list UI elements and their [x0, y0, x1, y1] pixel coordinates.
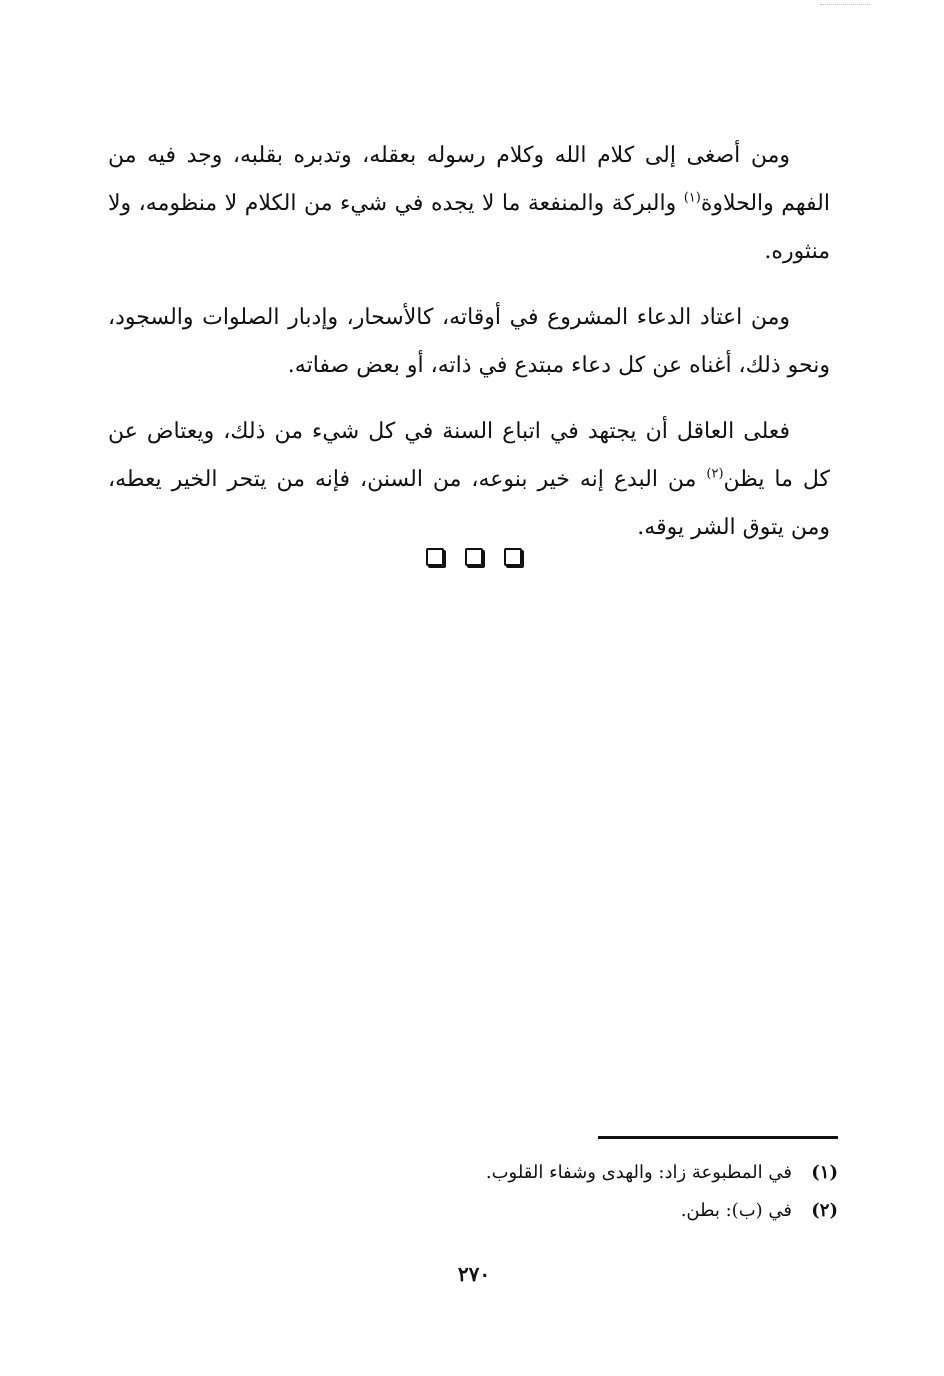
footnote-marker: (٢): [706, 466, 724, 482]
scan-mark: [820, 4, 870, 5]
footnote-number: (٢): [811, 1200, 838, 1221]
footnote-text: في (ب): بطن.: [680, 1200, 792, 1221]
footnote-divider: [598, 1136, 838, 1139]
footnote-marker: (١): [683, 190, 701, 206]
paragraph-text: والبركة والمنفعة ما لا يجده في شيء من الكلام لا منظومه، ولا منثوره.: [108, 191, 830, 264]
main-text: [108, 132, 830, 570]
paragraph-text: ومن أصغى إلى كلام الله وكلام رسوله بعقله، وتدبره بقلبه، وجد فيه من الفهم والحلاوة: [108, 143, 830, 216]
paragraph: [108, 132, 830, 276]
box-ornament-icon: [426, 548, 444, 566]
footnotes: [300, 1154, 838, 1230]
footnote-text: في المطبوعة زاد: والهدى وشفاء القلوب.: [485, 1162, 792, 1183]
footnote-number: (١): [811, 1162, 838, 1183]
paragraph-text: ومن اعتاد الدعاء المشروع في أوقاته، كالأسحار، وإدبار الصلوات والسجود، ونحو ذلك، أغناه عن كل دعاء مبتدع في ذاته، أو بعض صفاته.: [108, 305, 830, 378]
footnote: [300, 1154, 838, 1192]
paragraph-text: من البدع إنه خير بنوعه، من السنن، فإنه من يتحر الخير يعطه، ومن يتوق الشر يوقه.: [108, 467, 830, 540]
page-number: ٢٧٠: [457, 1262, 491, 1286]
paragraph: [108, 294, 830, 390]
footnote: [300, 1192, 838, 1230]
box-ornament-icon: [504, 548, 522, 566]
paragraph-text: فعلى العاقل أن يجتهد في اتباع السنة في كل شيء من ذلك، ويعتاض عن كل ما يظن: [108, 419, 830, 492]
paragraph: [108, 408, 830, 552]
box-ornament-icon: [465, 548, 483, 566]
section-separator: [426, 544, 522, 570]
